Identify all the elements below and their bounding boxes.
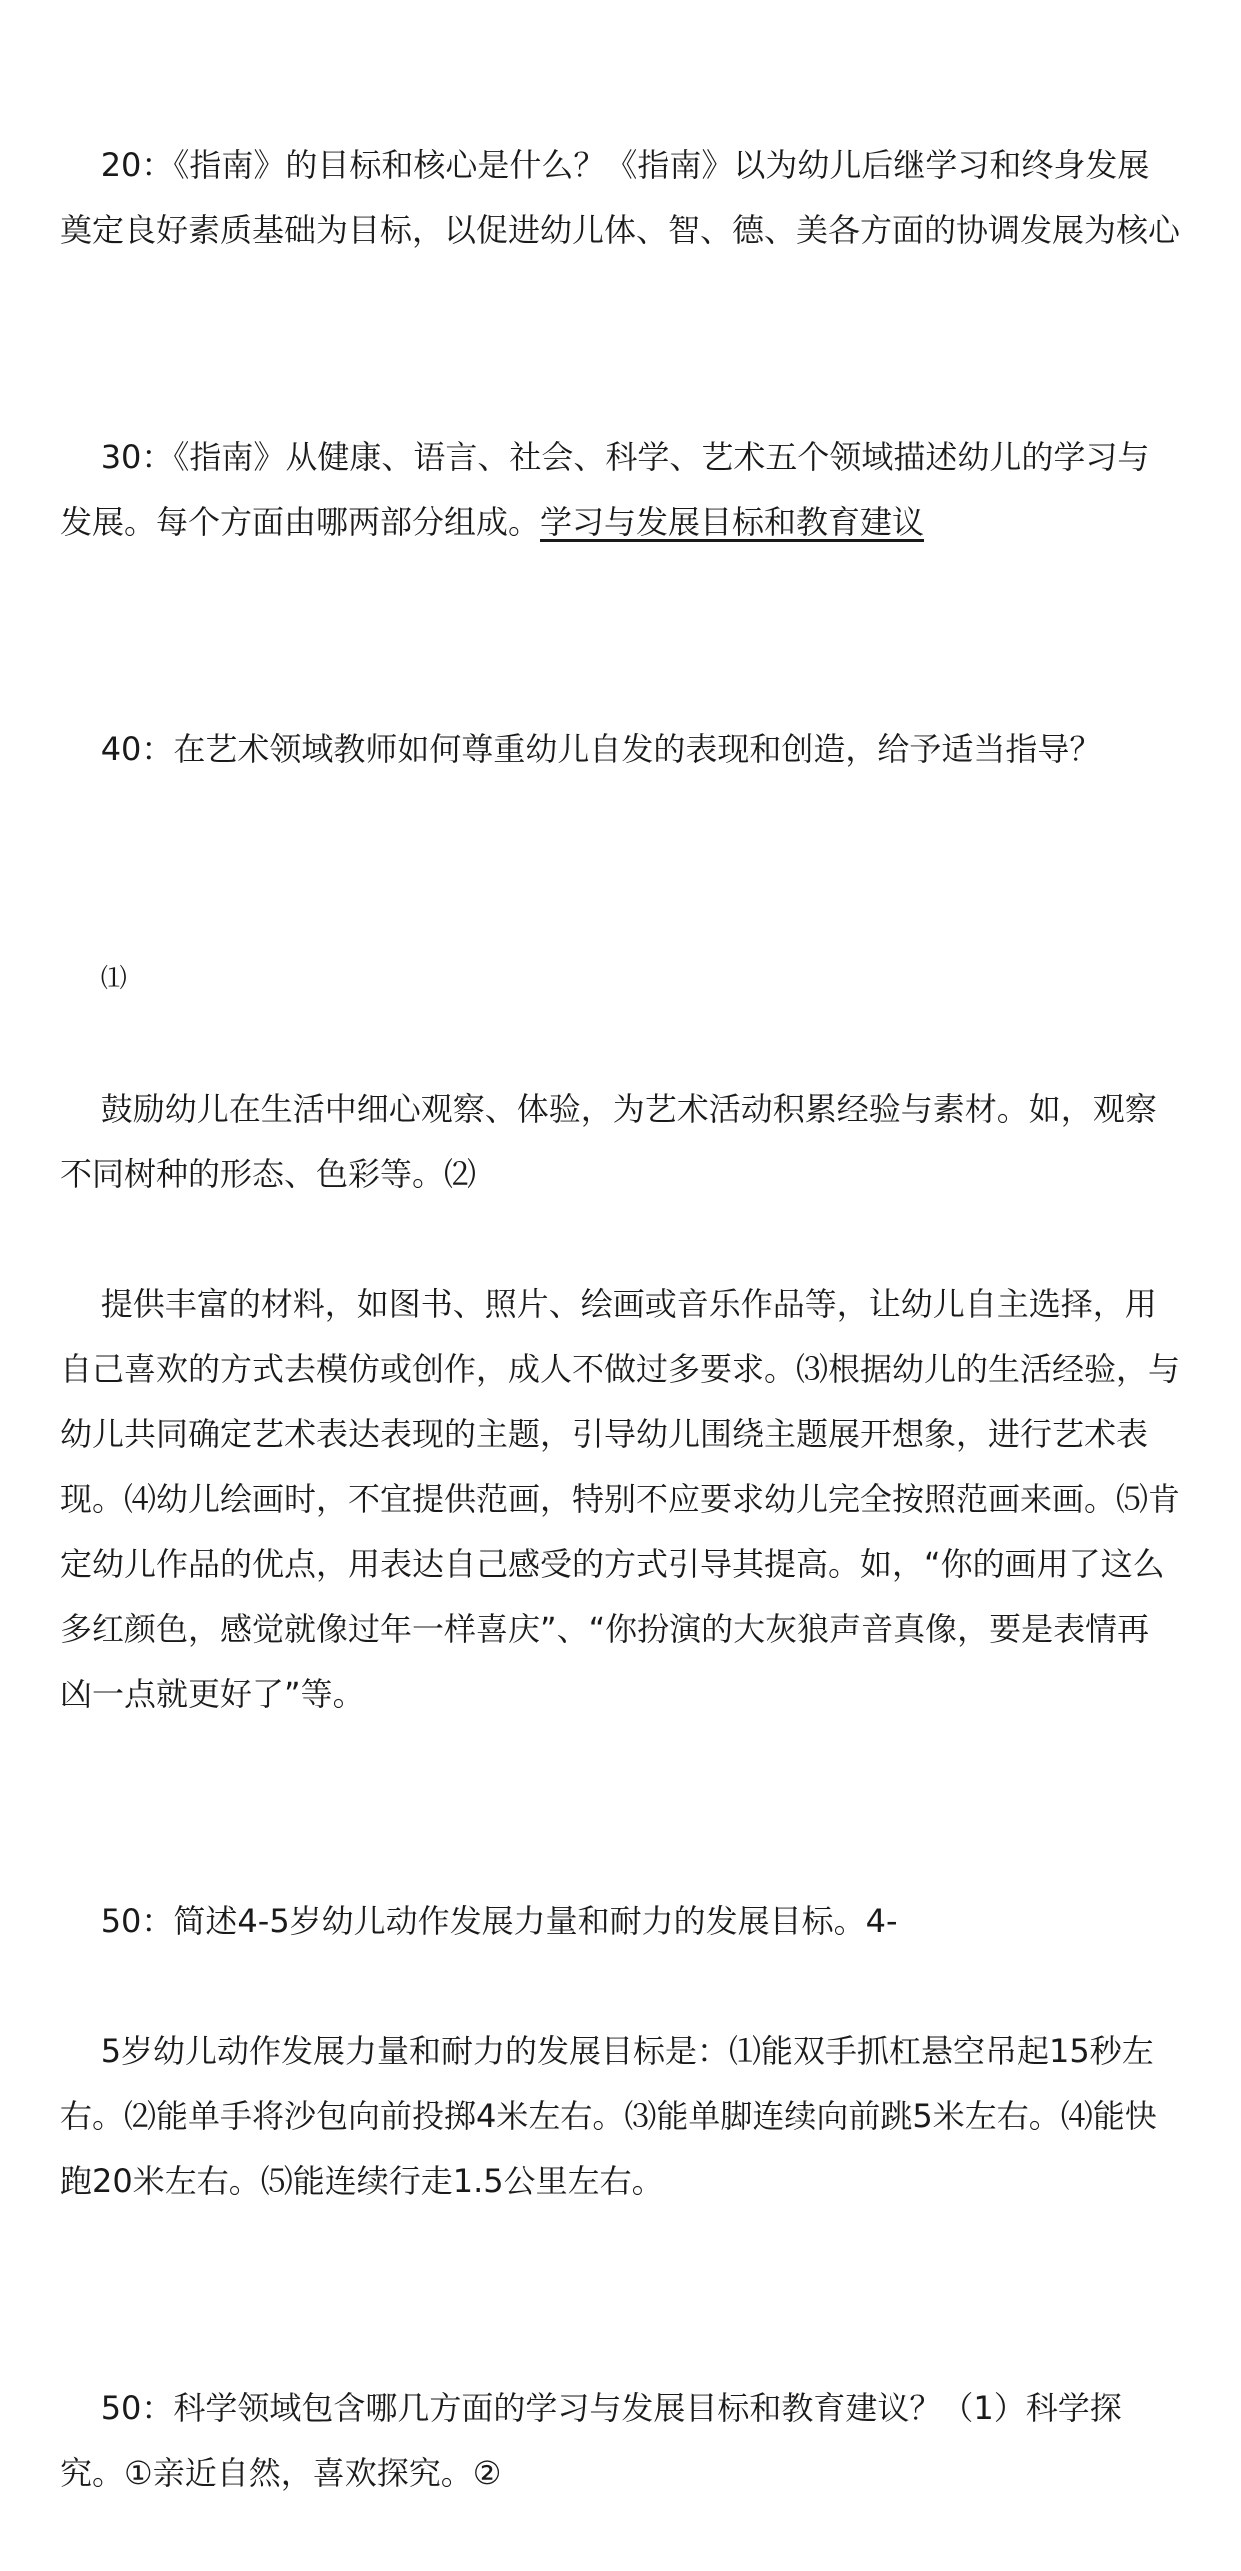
question-30 xyxy=(60,360,1181,620)
question-50-science xyxy=(60,2311,1181,2571)
question-50-strength-line-1: 50：简述4-5岁幼儿动作发展力量和耐力的发展目标。4- xyxy=(100,1902,898,1940)
question-40-line-1: 鼓励幼儿在生活中细心观察、体验，为艺术活动积累经验与素材。如，观察不同树种的形态、色彩等。⑵ xyxy=(60,1090,1157,1193)
question-40-line-2: 提供丰富的材料，如图书、照片、绘画或音乐作品等，让幼儿自主选择，用自己喜欢的方式去模仿或创作，成人不做过多要求。⑶根据幼儿的生活经验，与幼儿共同确定艺术表达表现的主题，引导幼儿围绕主题展开想象，进行艺术表现。⑷幼儿绘画时，不宜提供范画，特别不应要求幼儿完全按照范画来画。⑸肯定幼儿作品的优点，用表达自己感受的方式引导其提高。如，“你的画用了这么多红颜色，感觉就像过年一样喜庆”、“你扮演的大灰狼声音真像，要是表情再凶一点就更好了”等。 xyxy=(60,1285,1181,1713)
question-40-answer xyxy=(60,879,1181,1792)
question-40-marker: ⑴ xyxy=(100,964,127,994)
question-20 xyxy=(60,68,1181,328)
question-50-strength xyxy=(60,1824,1181,2279)
question-40-title xyxy=(60,652,1181,847)
question-30-text: 30：《指南》从健康、语言、社会、科学、艺术五个领域描述幼儿的学习与发展。每个方面由哪两部分组成。 xyxy=(60,438,1150,541)
question-40-text: 40：在艺术领域教师如何尊重幼儿自发的表现和创造，给予适当指导？ xyxy=(100,730,1102,768)
question-50-strength-line-2: 5岁幼儿动作发展力量和耐力的发展目标是：⑴能双手抓杠悬空吊起15秒左右。⑵能单手将沙包向前投掷4米左右。⑶能单脚连续向前跳5米左右。⑷能快跑20米左右。⑸能连续行走1.5公里左右。 xyxy=(60,2032,1157,2200)
question-20-text: 20：《指南》的目标和核心是什么？《指南》以为幼儿后继学习和终身发展奠定良好素质基础为目标，以促进幼儿体、智、德、美各方面的协调发展为核心 xyxy=(60,146,1181,249)
question-50-science-text: 50：科学领域包含哪几方面的学习与发展目标和教育建议？（1）科学探究。①亲近自然，喜欢探究。② xyxy=(60,2389,1122,2492)
question-30-answer: 学习与发展目标和教育建议 xyxy=(540,503,925,541)
